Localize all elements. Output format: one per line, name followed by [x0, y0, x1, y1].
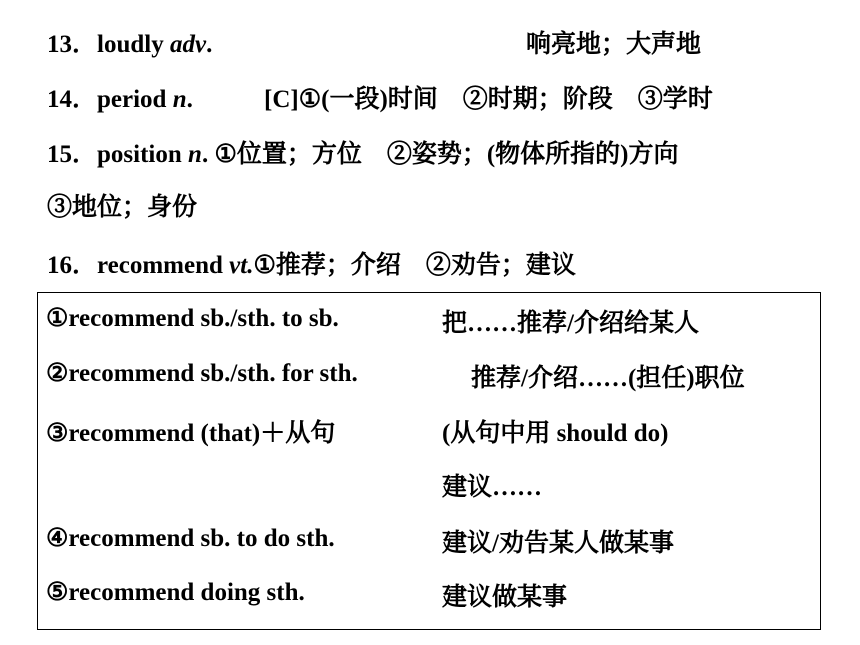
entry-13: [47, 24, 212, 60]
part-of-speech: n: [172, 86, 187, 113]
usage-phrase-4: ④recommend sb. to do sth.: [46, 525, 335, 552]
entry-number: 14．: [47, 86, 98, 113]
usage-meaning-1: 把……推荐/介绍给某人: [442, 310, 699, 337]
part-of-speech: n: [188, 141, 202, 168]
usage-meaning-2: 推荐/介绍……(担任)职位: [471, 365, 745, 392]
part-of-speech: vt.: [229, 252, 254, 279]
entry-16: [47, 245, 576, 281]
entry-word: period: [97, 86, 167, 113]
entry-15: [47, 134, 679, 170]
entry-number: 16．: [47, 252, 98, 279]
entry-word: loudly: [97, 31, 164, 58]
usage-phrase-2: ②recommend sb./sth. for sth.: [46, 360, 358, 387]
usage-phrase-1: ①recommend sb./sth. to sb.: [46, 305, 339, 332]
pos-suffix: .: [206, 31, 213, 58]
pos-suffix: .: [186, 86, 193, 113]
entry-number: 15．: [47, 141, 98, 168]
usage-meaning-3: (从句中用 should do): [442, 420, 669, 447]
usage-phrase-3: ③recommend (that)＋从句: [46, 420, 336, 447]
entry-13-meaning: 响亮地；大声地: [526, 31, 702, 58]
pos-suffix: .: [201, 141, 209, 168]
usage-meaning-3-cont: 建议……: [442, 474, 543, 501]
entry-14-meaning: [C]①(一段)时间 ②时期；阶段 ③学时: [264, 86, 713, 113]
usage-box: [37, 292, 821, 630]
entry-word: recommend: [97, 252, 223, 279]
usage-meaning-4: 建议/劝告某人做某事: [442, 530, 674, 557]
entry-meaning: ①位置；方位 ②姿势；(物体所指的)方向: [214, 141, 679, 168]
part-of-speech: adv: [169, 31, 207, 58]
entry-meaning: ①推荐；介绍 ②劝告；建议: [253, 252, 576, 279]
entry-15-meaning-cont: ③地位；身份: [47, 194, 198, 221]
usage-phrase-5: ⑤recommend doing sth.: [46, 579, 305, 606]
usage-meaning-5: 建议做某事: [442, 584, 568, 611]
entry-word: position: [97, 141, 182, 168]
entry-number: 13．: [47, 31, 98, 58]
entry-14: [47, 79, 193, 115]
